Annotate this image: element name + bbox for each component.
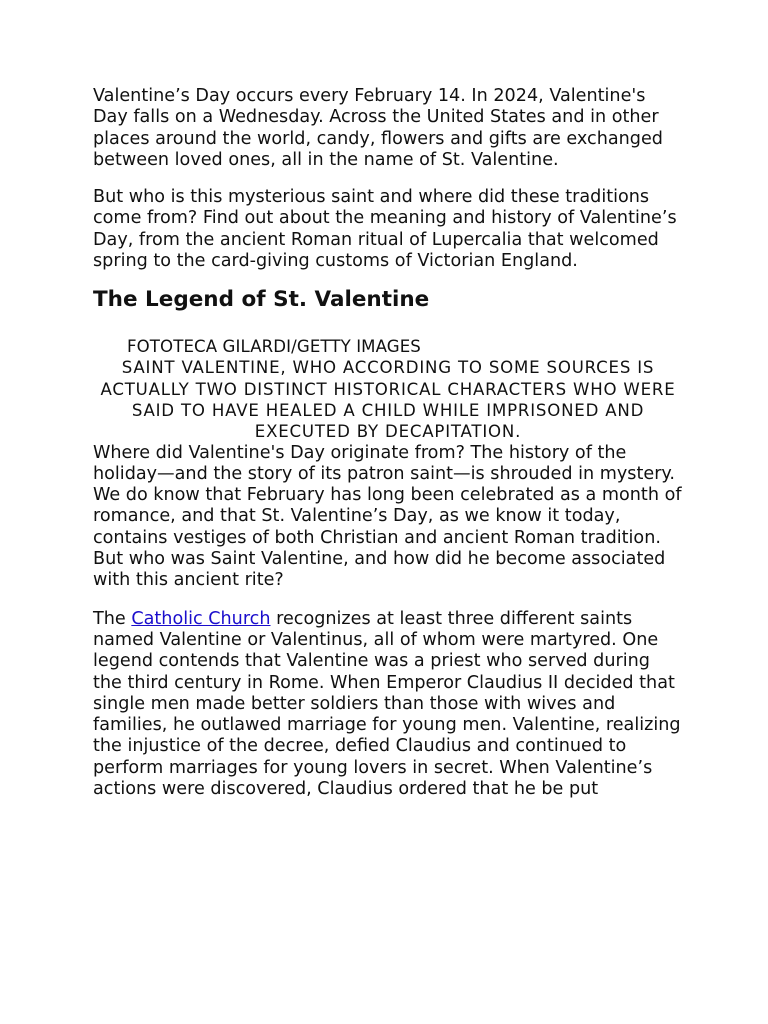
article-page bbox=[93, 86, 683, 800]
intro-paragraph: But who is this mysterious saint and where did these traditions come from? Find out about the meaning and history of Valentine’s Day, from the ancient Roman ritual of Lupercalia that welcomed spring to the card-giving customs of Victorian England. bbox=[93, 187, 677, 272]
body-text: The bbox=[93, 608, 132, 629]
body-paragraph bbox=[93, 609, 683, 801]
section-heading: The Legend of St. Valentine bbox=[93, 287, 430, 313]
catholic-church-link[interactable]: Catholic Church bbox=[131, 608, 271, 629]
intro-paragraph: Valentine’s Day occurs every February 14. In 2024, Valentine's Day falls on a Wednesday. Across the United States and in other places around the world, candy, flowers and gifts are exchanged between loved ones, all in the name of St. Valentine. bbox=[93, 86, 663, 170]
image-credit: FOTOTECA GILARDI/GETTY IMAGES bbox=[127, 337, 421, 357]
image-caption: SAINT VALENTINE, WHO ACCORDING TO SOME SOURCES IS ACTUALLY TWO DISTINCT HISTORICAL CHARACTERS WHO WERE SAID TO HAVE HEALED A CHILD WHILE IMPRISONED AND EXECUTED BY DECAPITATION. bbox=[100, 358, 676, 442]
body-paragraph: Where did Valentine's Day originate from? The history of the holiday—and the story of its patron saint—is shrouded in mystery. We do know that February has long been celebrated as a month of romance, and that St. Valentine’s Day, as we know it today, contains vestiges of both Christian and ancient Roman tradition. But who was Saint Valentine, and how did he become associated with this ancient rite? bbox=[93, 442, 682, 591]
body-text: recognizes at least three different saints named Valentine or Valentinus, all of whom were martyred. One legend contends that Valentine was a priest who served during the third century in Rome. When Emperor Claudius II decided that single men made better soldiers than those with wives and families, he outlawed marriage for young men. Valentine, realizing the injustice of the decree, defied Claudius and continued to perform marriages for young lovers in secret. When Valentine’s actions were discovered, Claudius ordered that he be put bbox=[93, 608, 681, 800]
